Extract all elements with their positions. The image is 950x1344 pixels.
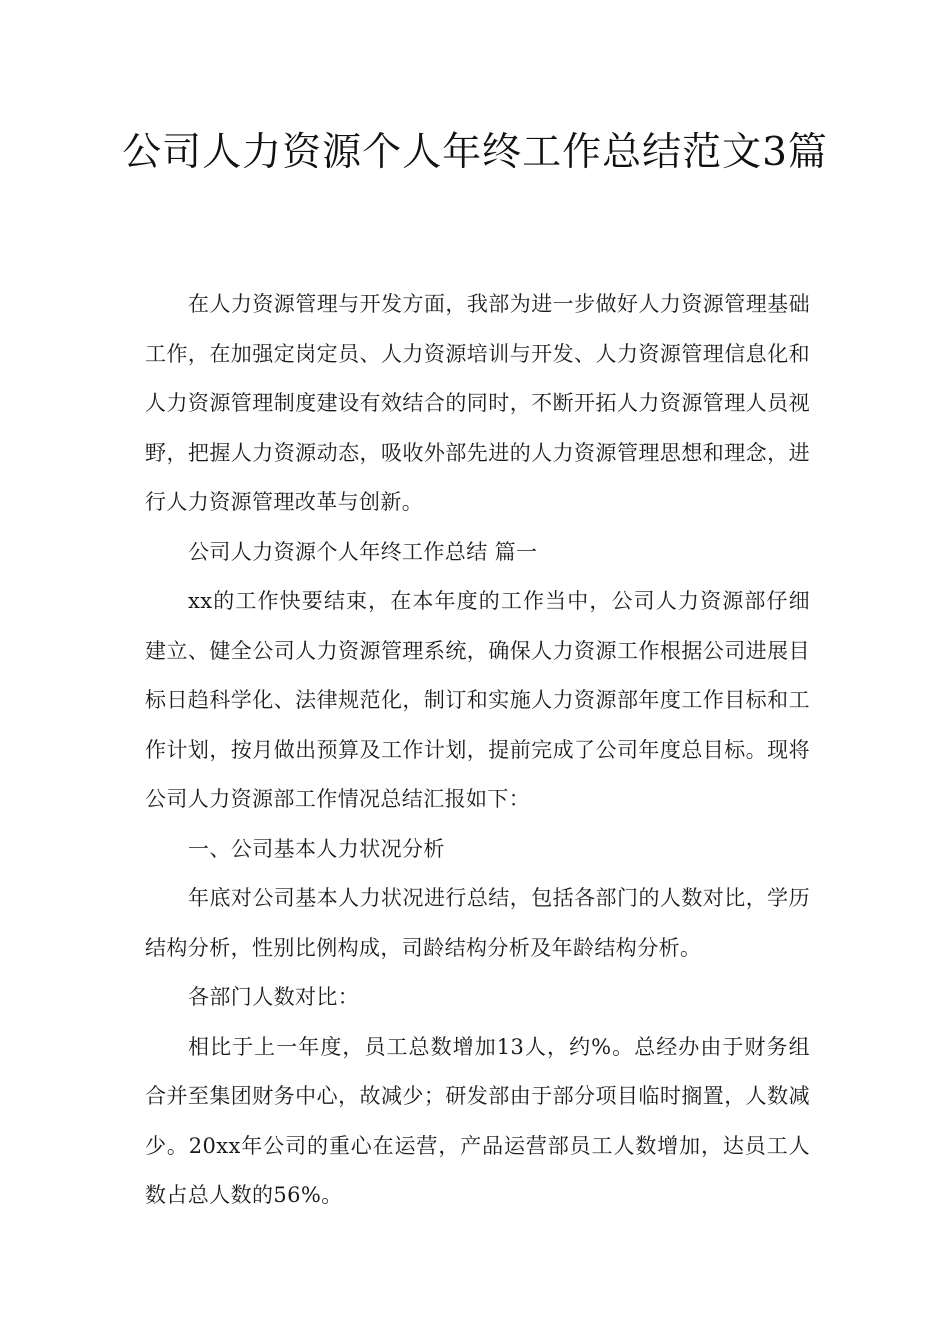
document-body — [145, 280, 810, 1221]
document-title: 公司人力资源个人年终工作总结范文3篇 — [122, 130, 828, 175]
paragraph-department-comparison: 相比于上一年度，员工总数增加13人，约%。总经办由于财务组合并至集团财务中心，故减少；研发部由于部分项目临时搁置，人数减少。20xx年公司的重心在运营，产品运营部员工人数增加，达员工人数占总人数的56%。 — [145, 1034, 810, 1207]
paragraph-analysis: 年底对公司基本人力状况进行总结，包括各部门的人数对比，学历结构分析，性别比例构成，司龄结构分析及年龄结构分析。 — [145, 886, 810, 960]
section-heading-part-one: 公司人力资源个人年终工作总结 篇一 — [188, 539, 538, 564]
section-heading-basic-analysis: 一、公司基本人力状况分析 — [188, 836, 445, 861]
subheading-department-comparison: 各部门人数对比： — [188, 985, 360, 1009]
paragraph-intro: 在人力资源管理与开发方面，我部为进一步做好人力资源管理基础工作，在加强定岗定员、人力资源培训与开发、人力资源管理信息化和人力资源管理制度建设有效结合的同时，不断开拓人力资源管理人员视野，把握人力资源动态，吸收外部先进的人力资源管理思想和理念，进行人力资源管理改革与创新。 — [145, 292, 810, 514]
paragraph-overview: xx的工作快要结束，在本年度的工作当中，公司人力资源部仔细建立、健全公司人力资源管理系统，确保人力资源工作根据公司进展目标日趋科学化、法律规范化，制订和实施人力资源部年度工作目标和工作计划，按月做出预算及工作计划，提前完成了公司年度总目标。现将公司人力资源部工作情况总结汇报如下： — [145, 589, 810, 811]
